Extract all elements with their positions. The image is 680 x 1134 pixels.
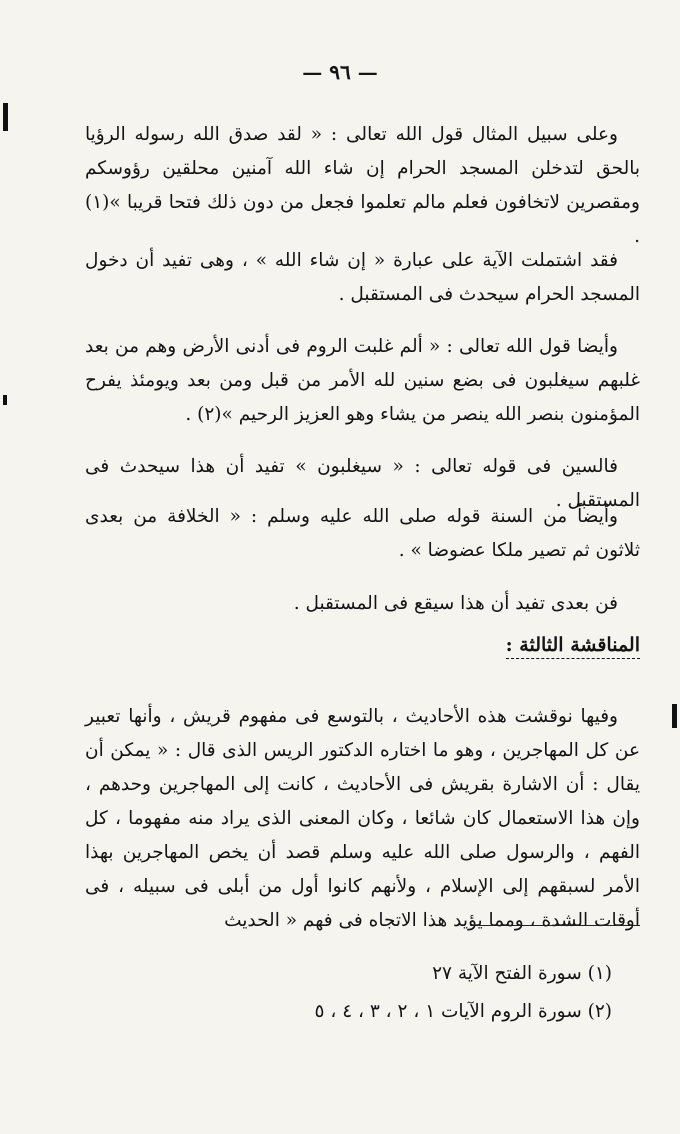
section-heading — [506, 634, 640, 659]
page-number: — ٩٦ — — [302, 60, 378, 84]
paragraph-text: وعلى سبيل المثال قول الله تعالى : « لقد صدق الله رسوله الرؤيا بالحق لتدخلن المسجد الحرام إن شاء الله آمنين محلقين رؤوسكم ومقصرين لاتخافون فعلم مالم تعلموا فجعل من دون ذلك فتحا قريبا »(١) . — [85, 124, 640, 247]
paragraph-text: فقد اشتملت الآية على عبارة « إن شاء الله » ، وهى تفيد أن دخول المسجد الحرام سيحدث فى المستقبل . — [85, 250, 640, 305]
scan-edge-mark-top — [3, 103, 8, 131]
paragraph-text: وفيها نوقشت هذه الأحاديث ، بالتوسع فى مفهوم قريش ، وأنها تعبير عن كل المهاجرين ، وهو ما اختاره الدكتور الريس الذى قال : « يمكن أن يقال : أن الاشارة بقريش فى الأحاديث ، كانت إلى المهاجرين وحدهم ، وإن هذا الاستعمال كان شائعا ، وكان المعنى الذى يراد منه مفهوما ، كل الفهم ، والرسول صلى الله عليه وسلم قصد أن يخص المهاجرين بهذا الأمر لسبقهم إلى الإسلام ، ولأنهم كانوا أول من أبلى فى سبيله ، فى أوقات الشدة ، ومما يؤيد هذا الاتجاه فى فهم « الحديث — [85, 706, 640, 931]
paragraph-7 — [85, 700, 640, 938]
paragraph-1 — [85, 118, 640, 254]
footnote-2: (٢) سورة الروم الآيات ١ ، ٢ ، ٣ ، ٤ ، ٥ — [314, 1001, 612, 1022]
paragraph-6 — [85, 587, 640, 621]
paragraph-2 — [85, 244, 640, 312]
footnote-divider — [470, 925, 640, 926]
paragraph-text: وأيضاً من السنة قوله صلى الله عليه وسلم : « الخلافة من بعدى ثلاثون ثم تصير ملكا عضوضا » . — [85, 506, 640, 561]
section-heading-text: المناقشة الثالثة : — [506, 634, 640, 659]
scan-edge-mark-right — [672, 704, 677, 728]
footnotes — [315, 955, 612, 1031]
footnote-1: (١) سورة الفتح الآية ٢٧ — [432, 963, 612, 984]
paragraph-text: فالسين فى قوله تعالى : « سيغلبون » تفيد أن هذا سيحدث فى المستقبل . — [85, 456, 640, 511]
scan-edge-mark-middle — [3, 395, 7, 405]
paragraph-3 — [85, 330, 640, 432]
paragraph-text: وأيضا قول الله تعالى : « ألم غلبت الروم فى أدنى الأرض وهم من بعد غلبهم سيغلبون فى بضع سنين لله الأمر من قبل ومن بعد ويومئذ يفرح المؤمنون بنصر الله ينصر من يشاء وهو العزيز الرحيم »(٢) . — [85, 336, 640, 425]
paragraph-5 — [85, 500, 640, 568]
paragraph-text: فن بعدى تفيد أن هذا سيقع فى المستقبل . — [293, 593, 618, 614]
